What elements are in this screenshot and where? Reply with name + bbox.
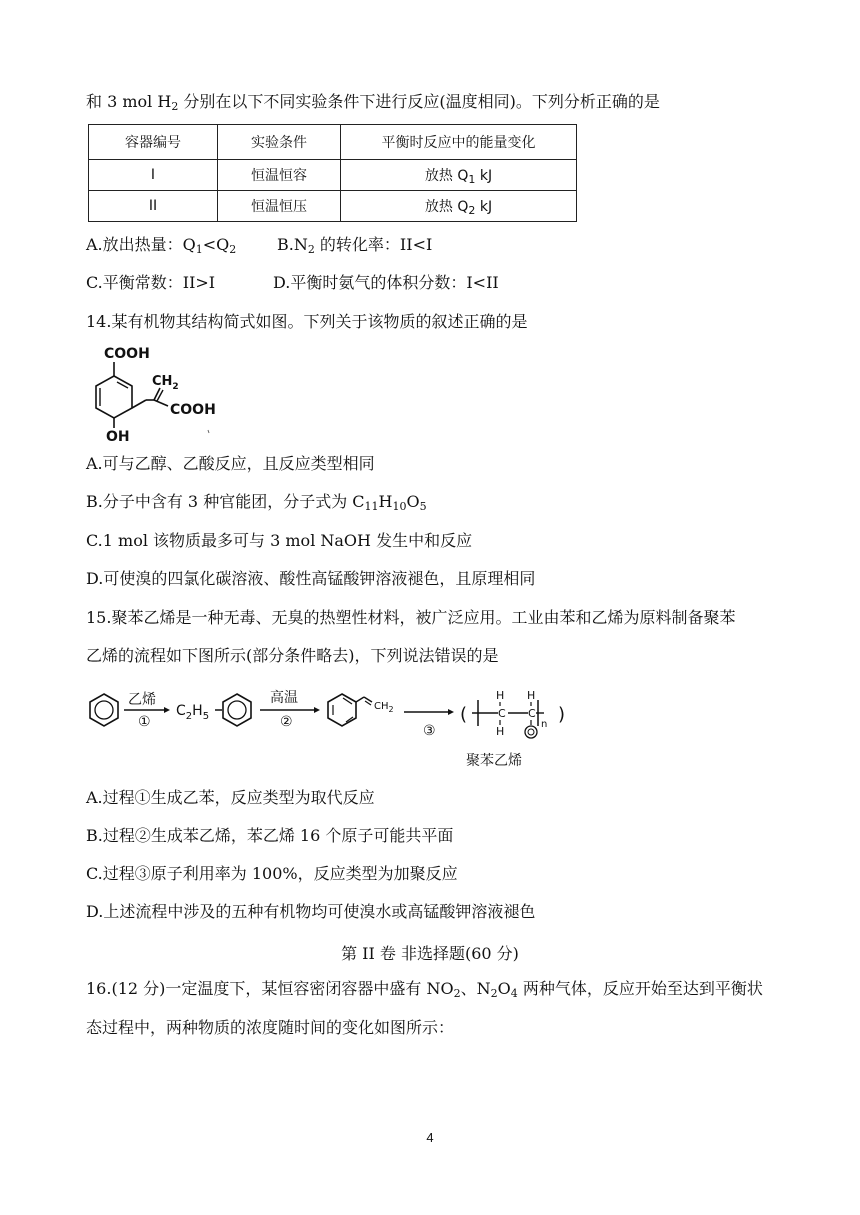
q14-option-b: B.分子中含有 3 种官能团，分子式为 $C_{11}H_{10}O_5$ [86,492,427,513]
q13-intro: 和 3 mol $H_2$ 分别在以下不同实验条件下进行反应(温度相同)。下列分析正确的是 [86,92,660,113]
product-name-label: 聚苯乙烯 [466,753,522,769]
step-3-label: ③ [423,723,436,739]
q14-option-d: D.可使溴的四氯化碳溶液、酸性高锰酸钾溶液褪色，且原理相同 [86,569,536,588]
poly-h-2: H [527,689,536,702]
cooh-label: COOH [104,346,150,362]
table-cell: 恒温恒容 [218,160,341,191]
table-row [89,191,577,222]
q13-option-c: C.平衡常数：II>I [86,273,216,292]
ethyl-label: $C_2H_5$ [176,703,210,722]
step-1-label: ① [138,714,151,730]
ch2-label: $CH_2$ [152,374,179,392]
section-title: 第 II 卷 非选择题(60 分) [341,944,519,963]
reagent-ethylene: 乙烯 [128,692,156,708]
q13-option-a: A.放出热量：$Q_1<Q_2$ [86,235,237,256]
table-header-row [89,125,577,160]
step-2-label: ② [280,714,293,730]
poly-h-3: H [496,725,505,738]
table-cell: I [89,160,218,191]
table-header: 实验条件 [218,125,341,160]
q15-option-a: A.过程①生成乙苯，反应类型为取代反应 [86,788,375,807]
vinyl-label: $CH_2$ [374,701,394,714]
close-paren: ) [558,704,566,725]
poly-carbon-1: C [498,707,506,720]
q15-option-d: D.上述流程中涉及的五种有机物均可使溴水或高锰酸钾溶液褪色 [86,902,536,921]
open-paren: ( [460,704,468,725]
poly-n: n [541,719,548,730]
q15-stem-line2: 乙烯的流程如下图所示(部分条件略去)，下列说法错误的是 [86,646,499,665]
q16-line2: 态过程中，两种物质的浓度随时间的变化如图所示： [86,1018,455,1037]
poly-carbon-2: C [528,707,536,720]
q14-option-a: A.可与乙醇、乙酸反应，且反应类型相同 [86,454,375,473]
q14-stem: 14.某有机物其结构简式如图。下列关于该物质的叙述正确的是 [86,312,528,331]
page-number: 4 [426,1130,434,1145]
oh-label: OH [106,429,130,444]
table-cell: 放热 $Q_2$ kJ [341,191,577,222]
condition-table [88,124,577,222]
table-row [89,160,577,191]
table-cell: 恒温恒压 [218,191,341,222]
cooh-side-label: COOH [170,402,216,418]
q14-option-c: C.1 mol 该物质最多可与 3 mol NaOH 发生中和反应 [86,531,473,550]
table-header: 容器编号 [89,125,218,160]
poly-h-1: H [496,689,505,702]
table-cell: II [89,191,218,222]
q15-option-b: B.过程②生成苯乙烯，苯乙烯 16 个原子可能共平面 [86,826,454,845]
reagent-heat: 高温 [270,690,298,706]
q16-line1: 16.(12 分)一定温度下，某恒容密闭容器中盛有 $NO_2$、$N_2O_4$ 两种气体，反应开始至达到平衡状 [86,979,763,1000]
q15-option-c: C.过程③原子利用率为 100%，反应类型为加聚反应 [86,864,458,883]
flow-diagram [84,680,584,780]
q15-stem-line1: 15.聚苯乙烯是一种无毒、无臭的热塑性材料，被广泛应用。工业由苯和乙烯为原料制备聚苯 [86,608,736,627]
q13-option-d: D.平衡时氨气的体积分数：I<II [273,273,499,292]
q13-option-b: $B.N_2$ 的转化率：II<I [277,235,433,256]
table-header: 平衡时反应中的能量变化 [341,125,577,160]
structure-figure [84,340,234,444]
table-cell: 放热 $Q_1$ kJ [341,160,577,191]
